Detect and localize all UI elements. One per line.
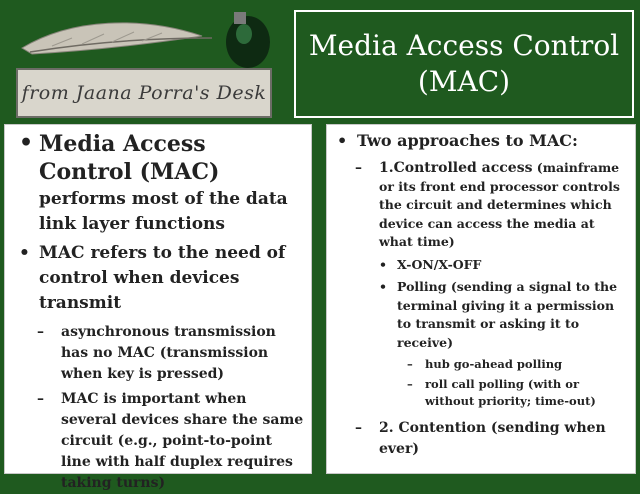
item-xon-xoff: • X-ON/X-OFF: [379, 256, 482, 272]
subbullet-async: – asynchronous transmission has no MAC (transmission when key is pressed): [37, 324, 276, 382]
quill-and-inkwell-icon: [12, 8, 276, 74]
bullet-two-approaches: • Two approaches to MAC:: [337, 131, 578, 150]
slide-title: [294, 10, 634, 118]
item-hub-polling: – hub go-ahead polling: [407, 357, 563, 371]
bullet-two-approaches-text: Two approaches to MAC:: [357, 131, 578, 150]
subbullet-controlled-access: – 1.Controlled access (mainframe or its front end processor controls the circuit and determines which device can access the media at what time): [355, 160, 620, 249]
logo: [12, 8, 276, 116]
item-roll-call-polling: – roll call polling (with or without priority; time-out): [407, 377, 596, 408]
logo-banner: [16, 68, 272, 118]
subbullet-mac-important-text: MAC is important when several devices share the same circuit (e.g., point-to-point line with half duplex requires taking turns): [61, 391, 304, 491]
bullet-mac-rest: performs most of the data link layer functions: [39, 189, 288, 234]
right-content-panel: [326, 124, 636, 474]
title-line-2: (MAC): [417, 65, 511, 98]
item-roll-call-polling-text: roll call polling (with or without priority; time-out): [425, 377, 596, 408]
logo-text: from Jaana Porra's Desk: [21, 82, 267, 104]
item-xon-xoff-text: X-ON/X-OFF: [397, 256, 482, 272]
bullet-mac-control-text: MAC refers to the need of control when devices transmit: [39, 243, 286, 313]
contention-text: 2. Contention (sending when ever): [379, 420, 606, 457]
bullet-mac-control: • MAC refers to the need of control when devices transmit: [19, 243, 286, 313]
bullet-mac-definition: • Media Access Control (MAC) performs most of the data link layer functions: [19, 130, 288, 234]
item-hub-polling-text: hub go-ahead polling: [425, 357, 563, 371]
subbullet-mac-important: – MAC is important when several devices share the same circuit (e.g., point-to-point line with half duplex requires taking turns): [37, 391, 304, 491]
item-polling-text: Polling (sending a signal to the terminal giving it a permission to transmit or asking it to receive): [397, 279, 618, 350]
controlled-access-desc: (mainframe or its front end processor controls the circuit and determines which device can access the media at what time): [379, 160, 620, 249]
subbullet-async-text: asynchronous transmission has no MAC (transmission when key is pressed): [61, 324, 276, 382]
title-line-1: Media Access Control: [308, 29, 620, 62]
controlled-access-label: 1.Controlled access: [379, 160, 533, 176]
left-content-panel: [4, 124, 312, 491]
item-polling: • Polling (sending a signal to the terminal giving it a permission to transmit or asking it to receive): [379, 279, 618, 350]
subbullet-contention: – 2. Contention (sending when ever): [355, 420, 606, 457]
bullet-mac-term: Media Access Control (MAC): [39, 131, 220, 185]
